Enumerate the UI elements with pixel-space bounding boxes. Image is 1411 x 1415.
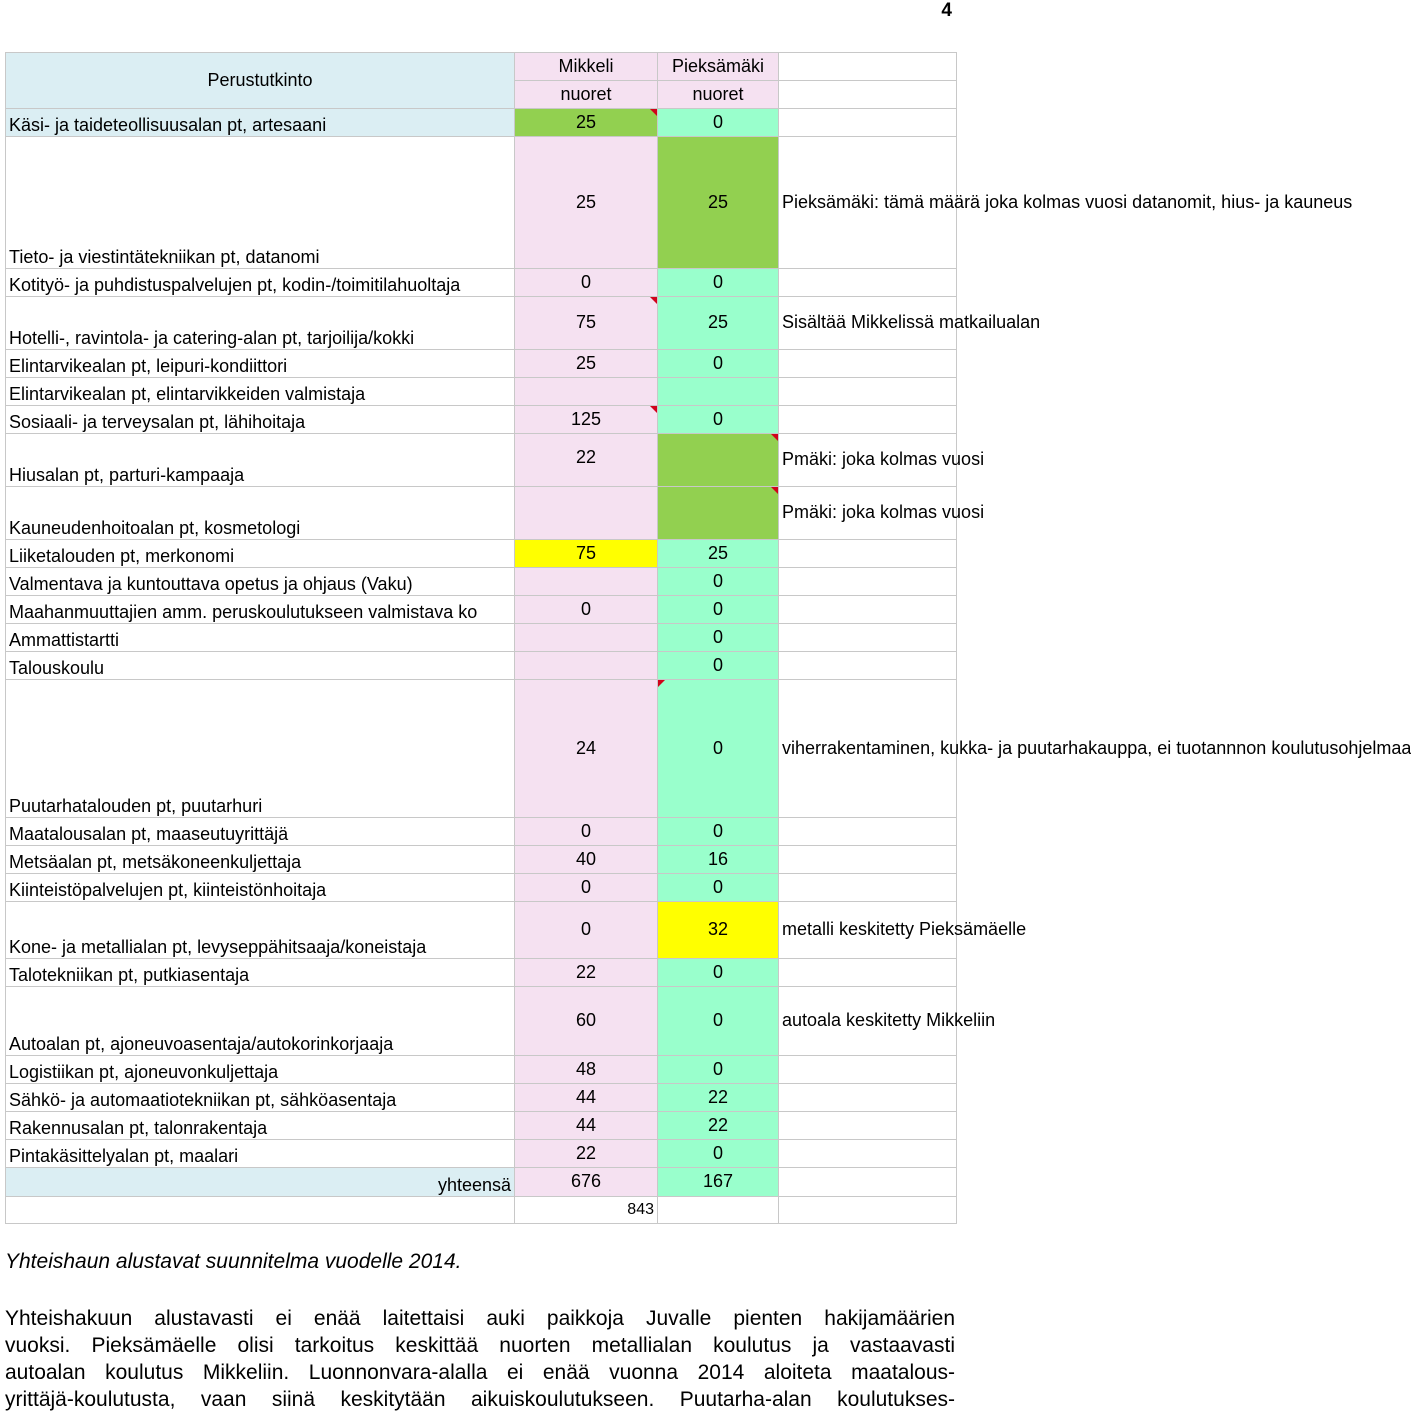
row-note: autoala keskitetty Mikkeliin <box>779 987 957 1056</box>
paragraph-line: yrittäjä-koulutusta, vaan siinä keskitytään aikuiskoulutukseen. Puutarha-alan koulutukses- <box>5 1388 955 1411</box>
row-note <box>779 959 957 987</box>
row-mikkeli: 40 <box>515 846 658 874</box>
row-note <box>779 378 957 406</box>
row-mikkeli: 75 <box>515 540 658 568</box>
row-pieksamaki: 0 <box>658 874 779 902</box>
header-mikkeli-youth: nuoret <box>515 81 658 109</box>
row-name: Liiketalouden pt, merkonomi <box>6 540 515 568</box>
row-name: Rakennusalan pt, talonrakentaja <box>6 1112 515 1140</box>
row-pieksamaki: 0 <box>658 652 779 680</box>
paragraph-line: vuoksi. Pieksämäelle olisi tarkoitus keskittää nuorten metallialan koulutus ja vastaavasti <box>5 1334 955 1357</box>
row-name: Elintarvikealan pt, leipuri-kondiittori <box>6 350 515 378</box>
row-note <box>779 1140 957 1168</box>
row-note <box>779 350 957 378</box>
row-mikkeli <box>515 624 658 652</box>
row-note <box>779 652 957 680</box>
row-note: Pmäki: joka kolmas vuosi <box>779 434 957 487</box>
row-pieksamaki: 25 <box>658 540 779 568</box>
page-number: 4 <box>941 0 952 21</box>
row-name: Talotekniikan pt, putkiasentaja <box>6 959 515 987</box>
row-name: Pintakäsittelyalan pt, maalari <box>6 1140 515 1168</box>
row-mikkeli: 125 <box>515 406 658 434</box>
header-mikkeli: Mikkeli <box>515 53 658 81</box>
row-note <box>779 1084 957 1112</box>
row-note: metalli keskitetty Pieksämäelle <box>779 902 957 959</box>
row-mikkeli <box>515 568 658 596</box>
row-note <box>779 624 957 652</box>
row-name: Käsi- ja taideteollisuusalan pt, artesaani <box>6 109 515 137</box>
row-pieksamaki: 0 <box>658 406 779 434</box>
row-name: Hiusalan pt, parturi-kampaaja <box>6 434 515 487</box>
row-name: Kiinteistöpalvelujen pt, kiinteistönhoitaja <box>6 874 515 902</box>
row-mikkeli <box>515 652 658 680</box>
header-title: Perustutkinto <box>6 53 515 109</box>
table-caption: Yhteishaun alustavat suunnitelma vuodelle 2014. <box>5 1250 462 1273</box>
row-name: Kotityö- ja puhdistuspalvelujen pt, kodin-/toimitilahuoltaja <box>6 269 515 297</box>
row-name: Kauneudenhoitoalan pt, kosmetologi <box>6 487 515 540</box>
row-mikkeli <box>515 378 658 406</box>
row-pieksamaki: 16 <box>658 846 779 874</box>
row-note <box>779 818 957 846</box>
row-mikkeli: 0 <box>515 269 658 297</box>
row-pieksamaki: 0 <box>658 959 779 987</box>
row-name: Puutarhatalouden pt, puutarhuri <box>6 680 515 818</box>
totals-pieksamaki: 167 <box>658 1168 779 1197</box>
row-mikkeli: 22 <box>515 434 658 487</box>
row-note <box>779 846 957 874</box>
row-note <box>779 1112 957 1140</box>
grand-total: 843 <box>515 1197 658 1224</box>
totals-mikkeli: 676 <box>515 1168 658 1197</box>
row-name: Valmentava ja kuntouttava opetus ja ohjaus (Vaku) <box>6 568 515 596</box>
row-mikkeli: 24 <box>515 680 658 818</box>
row-name: Sosiaali- ja terveysalan pt, lähihoitaja <box>6 406 515 434</box>
row-note <box>779 568 957 596</box>
row-note <box>779 109 957 137</box>
row-pieksamaki: 22 <box>658 1084 779 1112</box>
row-mikkeli: 48 <box>515 1056 658 1084</box>
row-pieksamaki <box>658 378 779 406</box>
row-pieksamaki: 0 <box>658 1140 779 1168</box>
row-note: Pmäki: joka kolmas vuosi <box>779 487 957 540</box>
row-note: viherrakentaminen, kukka- ja puutarhakauppa, ei tuotannnon koulutusohjelmaa <box>779 680 957 818</box>
paragraph-line: autoalan koulutus Mikkeliin. Luonnonvara-alalla ei enää vuonna 2014 aloiteta maatalous- <box>5 1361 955 1384</box>
row-mikkeli: 44 <box>515 1112 658 1140</box>
applicant-places-table <box>5 52 1411 1224</box>
row-mikkeli: 60 <box>515 987 658 1056</box>
row-pieksamaki: 0 <box>658 987 779 1056</box>
row-pieksamaki: 0 <box>658 568 779 596</box>
row-pieksamaki <box>658 487 779 540</box>
body-paragraph <box>5 1305 955 1413</box>
row-note <box>779 1056 957 1084</box>
row-name: Elintarvikealan pt, elintarvikkeiden valmistaja <box>6 378 515 406</box>
row-pieksamaki: 32 <box>658 902 779 959</box>
row-mikkeli: 44 <box>515 1084 658 1112</box>
row-note <box>779 269 957 297</box>
row-note <box>779 874 957 902</box>
row-name: Ammattistartti <box>6 624 515 652</box>
row-name: Metsäalan pt, metsäkoneenkuljettaja <box>6 846 515 874</box>
row-mikkeli: 25 <box>515 137 658 269</box>
row-mikkeli: 0 <box>515 902 658 959</box>
row-pieksamaki: 0 <box>658 350 779 378</box>
row-name: Logistiikan pt, ajoneuvonkuljettaja <box>6 1056 515 1084</box>
totals-label: yhteensä <box>6 1168 515 1197</box>
row-note: Pieksämäki: tämä määrä joka kolmas vuosi datanomit, hius- ja kauneus <box>779 137 957 269</box>
row-name: Sähkö- ja automaatiotekniikan pt, sähköasentaja <box>6 1084 515 1112</box>
row-pieksamaki: 0 <box>658 269 779 297</box>
row-mikkeli: 0 <box>515 596 658 624</box>
row-mikkeli: 25 <box>515 109 658 137</box>
row-mikkeli: 0 <box>515 818 658 846</box>
row-name: Talouskoulu <box>6 652 515 680</box>
row-mikkeli: 25 <box>515 350 658 378</box>
row-note <box>779 406 957 434</box>
row-pieksamaki: 0 <box>658 1056 779 1084</box>
row-note <box>779 540 957 568</box>
row-note: Sisältää Mikkelissä matkailualan <box>779 297 957 350</box>
header-pieksamaki: Pieksämäki <box>658 53 779 81</box>
row-pieksamaki <box>658 434 779 487</box>
row-name: Kone- ja metallialan pt, levyseppähitsaaja/koneistaja <box>6 902 515 959</box>
row-name: Autoalan pt, ajoneuvoasentaja/autokorinkorjaaja <box>6 987 515 1056</box>
row-pieksamaki: 0 <box>658 680 779 818</box>
header-pieksamaki-youth: nuoret <box>658 81 779 109</box>
row-pieksamaki: 25 <box>658 137 779 269</box>
row-pieksamaki: 0 <box>658 818 779 846</box>
row-name: Maatalousalan pt, maaseutuyrittäjä <box>6 818 515 846</box>
row-mikkeli: 22 <box>515 1140 658 1168</box>
row-pieksamaki: 0 <box>658 624 779 652</box>
row-name: Hotelli-, ravintola- ja catering-alan pt, tarjoilija/kokki <box>6 297 515 350</box>
row-pieksamaki: 22 <box>658 1112 779 1140</box>
row-mikkeli: 22 <box>515 959 658 987</box>
row-pieksamaki: 0 <box>658 596 779 624</box>
row-pieksamaki: 0 <box>658 109 779 137</box>
row-note <box>779 596 957 624</box>
row-mikkeli: 75 <box>515 297 658 350</box>
paragraph-line: Yhteishakuun alustavasti ei enää laitettaisi auki paikkoja Juvalle pienten hakijamäärien <box>5 1307 955 1330</box>
row-mikkeli: 0 <box>515 874 658 902</box>
row-mikkeli <box>515 487 658 540</box>
row-name: Maahanmuuttajien amm. peruskoulutukseen valmistava ko <box>6 596 515 624</box>
row-name: Tieto- ja viestintätekniikan pt, datanomi <box>6 137 515 269</box>
row-pieksamaki: 25 <box>658 297 779 350</box>
